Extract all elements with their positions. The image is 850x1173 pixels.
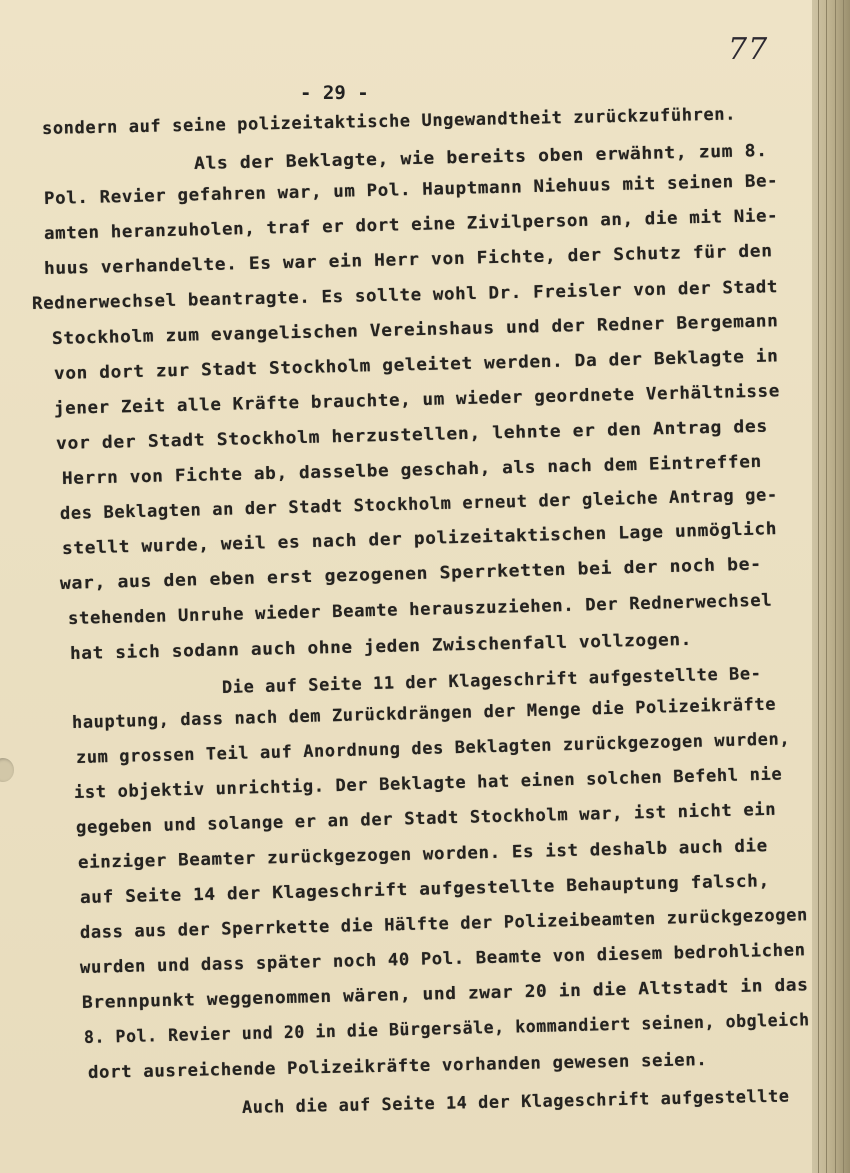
text-line: Herrn von Fichte ab, dasselbe geschah, als nach dem Eintreffen: [61, 451, 763, 489]
text-line: Brennpunkt weggenommen wären, und zwar 20 in die Altstadt in das: [81, 975, 809, 1014]
page-number: - 29 -: [300, 82, 369, 104]
text-line: von dort zur Stadt Stockholm geleitet werden. Da der Beklagte in: [53, 346, 779, 384]
text-line: sondern auf seine polizeitaktische Ungewandtheit zurückzuführen.: [41, 104, 737, 139]
text-line: des Beklagten an der Stadt Stockholm erneut der gleiche Antrag ge-: [59, 484, 778, 524]
text-line: hat sich sodann auch ohne jeden Zwischenfall vollzogen.: [69, 629, 693, 664]
text-line: Pol. Revier gefahren war, um Pol. Hauptmann Niehuus mit seinen Be-: [43, 170, 779, 209]
text-line: ist objektiv unrichtig. Der Beklagte hat einen solchen Befehl nie: [73, 764, 783, 804]
text-line: einziger Beamter zurückgezogen worden. Es ist deshalb auch die: [77, 836, 768, 874]
text-line: war, aus den eben erst gezogenen Sperrketten bei der noch be-: [59, 553, 762, 594]
text-line: dass aus der Sperrkette die Hälfte der Polizeibeamten zurückgezogen: [79, 905, 809, 944]
text-line: Auch die auf Seite 14 der Klageschrift aufgestellte: [241, 1086, 790, 1118]
text-line: 8. Pol. Revier und 20 in die Bürgersäle, kommandiert seinen, obgleich: [83, 1010, 810, 1049]
text-line: dort ausreichende Polizeikräfte vorhanden gewesen seien.: [87, 1050, 708, 1083]
text-line: jener Zeit alle Kräfte brauchte, um wieder geordnete Verhältnisse: [53, 380, 781, 419]
page-edge: [812, 0, 850, 1173]
text-line: Stockholm zum evangelischen Vereinshaus und der Redner Bergemann: [51, 311, 779, 349]
text-line: hauptung, dass nach dem Zurückdrängen der Menge die Polizeikräfte: [71, 694, 777, 734]
text-line: amten heranzuholen, traf er dort eine Zivilperson an, die mit Nie-: [43, 205, 779, 244]
text-line: stellt wurde, weil es nach der polizeitaktischen Lage unmöglich: [61, 518, 778, 559]
text-line: wurden und dass später noch 40 Pol. Beamte von diesem bedrohlichen: [79, 940, 806, 979]
text-line: stehenden Unruhe wieder Beamte herauszuziehen. Der Rednerwechsel: [67, 590, 773, 629]
text-line: Als der Beklagte, wie bereits oben erwähnt, zum 8.: [193, 140, 768, 174]
text-line: auf Seite 14 der Klageschrift aufgestellte Behauptung falsch,: [79, 871, 771, 909]
text-line: vor der Stadt Stockholm herzustellen, lehnte er den Antrag des: [55, 416, 769, 454]
text-line: Rednerwechsel beantragte. Es sollte wohl Dr. Freisler von der Stadt: [31, 276, 779, 314]
folio-number: 77: [728, 32, 769, 67]
text-line: Die auf Seite 11 der Klageschrift aufgestellte Be-: [221, 664, 762, 699]
text-line: huus verhandelte. Es war ein Herr von Fichte, der Schutz für den: [43, 241, 773, 279]
text-line: gegeben und solange er an der Stadt Stockholm war, ist nicht ein: [75, 799, 777, 839]
text-line: zum grossen Teil auf Anordnung des Beklagten zurückgezogen wurden,: [75, 729, 791, 769]
